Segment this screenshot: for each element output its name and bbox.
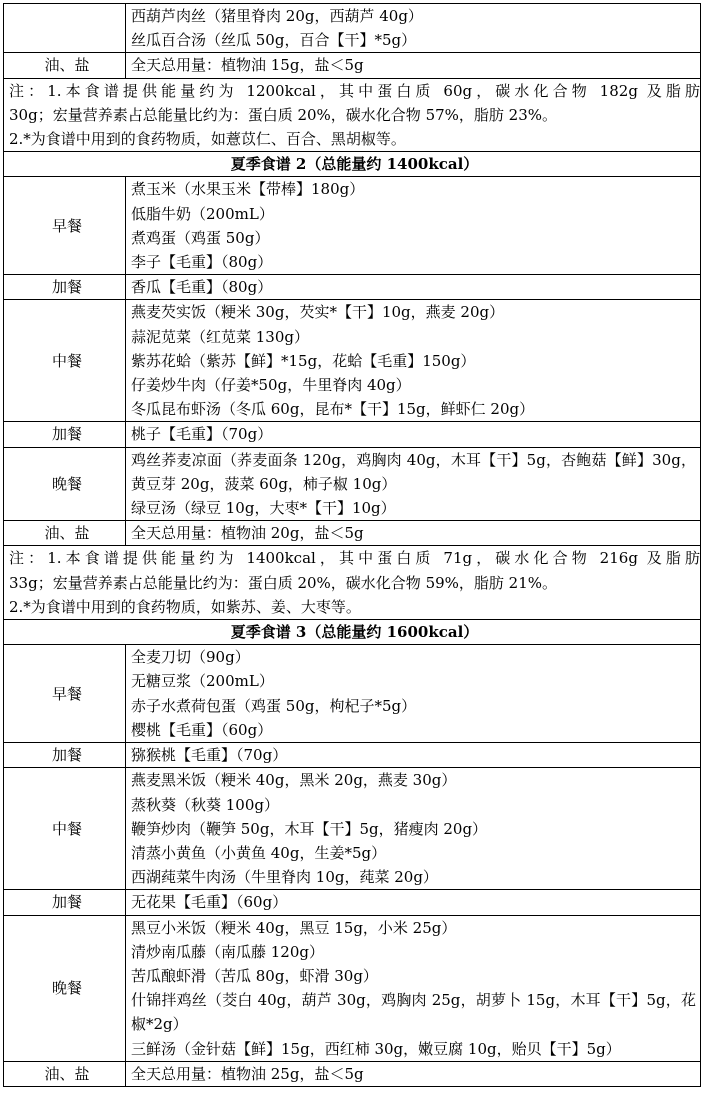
meal-label: 早餐 — [4, 645, 126, 743]
dinner-row — [4, 915, 701, 1061]
dish-item: 鸡丝荞麦凉面（荞麦面条 120g，鸡胸肉 40g，木耳【干】5g，杏鲍菇【鲜】30g，黄豆芽 20g，菠菜 60g，柿子椒 10g） — [131, 450, 696, 493]
dish-item: 樱桃【毛重】（60g） — [131, 720, 273, 739]
menu-title-row — [4, 620, 701, 645]
meal-label: 油、盐 — [4, 521, 126, 546]
dish-item: 鞭笋炒肉（鞭笋 50g，木耳【干】5g，猪瘦肉 20g） — [131, 819, 488, 838]
dish-item: 赤子水煮荷包蛋（鸡蛋 50g，枸杞子*5g） — [131, 696, 417, 715]
dish-item: 全麦刀切（90g） — [131, 648, 250, 667]
note-row — [4, 546, 701, 620]
oil-salt-text: 全天总用量：植物油 20g，盐＜5g — [126, 521, 701, 546]
meal-label-cell — [4, 4, 126, 53]
dish-item: 蒜泥苋菜（红苋菜 130g） — [131, 327, 310, 346]
dish-item: 无糖豆浆（200mL） — [131, 672, 274, 691]
meal-label: 中餐 — [4, 300, 126, 422]
oil-salt-row — [4, 53, 701, 78]
dish-item: 苦瓜酿虾滑（苦瓜 80g，虾滑 30g） — [131, 966, 378, 985]
meal-label: 加餐 — [4, 743, 126, 768]
note-line: 2.*为食谱中用到的食药物质，如薏苡仁、百合、黑胡椒等。 — [9, 130, 406, 149]
meal-plan-table — [3, 3, 701, 1087]
note-line: 注：1.本食谱提供能量约为 1200kcal，其中蛋白质 60g，碳水化合物 182g 及脂肪 — [9, 81, 700, 100]
note-line: 2.*为食谱中用到的食药物质，如紫苏、姜、大枣等。 — [9, 597, 361, 616]
meal-label: 晚餐 — [4, 447, 126, 521]
snack-row — [4, 422, 701, 447]
meal-label: 晚餐 — [4, 915, 126, 1061]
dish-item: 燕麦芡实饭（粳米 30g，芡实*【干】10g，燕麦 20g） — [131, 303, 505, 322]
meal-label: 中餐 — [4, 768, 126, 890]
dish-item: 煮玉米（水果玉米【带棒】180g） — [131, 180, 365, 199]
lunch-row — [4, 300, 701, 422]
meal-label: 加餐 — [4, 890, 126, 915]
breakfast-row — [4, 177, 701, 275]
dish-item: 什锦拌鸡丝（茭白 40g，葫芦 30g，鸡胸肉 25g，胡萝卜 15g，木耳【干】5g，花椒*2g） — [131, 991, 696, 1034]
note-line: 30g；宏量营养素占总能量比约为：蛋白质 20%，碳水化合物 57%，脂肪 23%。 — [9, 105, 558, 124]
dish-list — [126, 300, 701, 422]
dish-item: 无花果【毛重】（60g） — [126, 890, 701, 915]
dish-item: 香瓜【毛重】（80g） — [126, 275, 701, 300]
note-line: 33g；宏量营养素占总能量比约为：蛋白质 20%，碳水化合物 59%，脂肪 21%。 — [9, 573, 558, 592]
dish-item: 桃子【毛重】（70g） — [126, 422, 701, 447]
dish-item: 清炒南瓜藤（南瓜藤 120g） — [131, 942, 325, 961]
dinner-row — [4, 447, 701, 521]
dish-list — [126, 645, 701, 743]
meal-label: 加餐 — [4, 422, 126, 447]
dish-item: 丝瓜百合汤（丝瓜 50g，百合【干】*5g） — [131, 31, 417, 50]
meal-label: 早餐 — [4, 177, 126, 275]
dish-item: 煮鸡蛋（鸡蛋 50g） — [131, 228, 270, 247]
note-cell — [4, 546, 701, 620]
snack-row — [4, 743, 701, 768]
dish-item: 李子【毛重】（80g） — [131, 253, 273, 272]
oil-salt-text: 全天总用量：植物油 25g，盐＜5g — [126, 1061, 701, 1086]
dish-item: 西葫芦肉丝（猪里脊肉 20g，西葫芦 40g） — [131, 7, 423, 25]
note-row — [4, 78, 701, 152]
dish-item: 绿豆汤（绿豆 10g，大枣*【干】10g） — [131, 499, 396, 518]
dish-item: 清蒸小黄鱼（小黄鱼 40g，生姜*5g） — [131, 843, 387, 862]
snack-row — [4, 890, 701, 915]
menu-title: 夏季食谱 3（总能量约 1600kcal） — [4, 620, 701, 645]
menu-title: 夏季食谱 2（总能量约 1400kcal） — [4, 152, 701, 177]
snack-row — [4, 275, 701, 300]
oil-salt-row — [4, 521, 701, 546]
menu-title-row — [4, 152, 701, 177]
dish-item: 猕猴桃【毛重】（70g） — [126, 743, 701, 768]
dish-list — [126, 768, 701, 890]
dish-item: 三鲜汤（金针菇【鲜】15g，西红柿 30g，嫩豆腐 10g，贻贝【干】5g） — [131, 1039, 621, 1058]
dish-item: 西湖莼菜牛肉汤（牛里脊肉 10g，莼菜 20g） — [131, 868, 438, 887]
dish-item: 紫苏花蛤（紫苏【鲜】*15g，花蛤【毛重】150g） — [131, 351, 476, 370]
dish-list — [126, 915, 701, 1061]
note-cell — [4, 78, 701, 152]
note-line: 注：1.本食谱提供能量约为 1400kcal，其中蛋白质 71g，碳水化合物 216g 及脂肪 — [9, 549, 700, 568]
dish-item: 仔姜炒牛肉（仔姜*50g，牛里脊肉 40g） — [131, 376, 411, 395]
meal-label: 加餐 — [4, 275, 126, 300]
oil-salt-text: 全天总用量：植物油 15g，盐＜5g — [126, 53, 701, 78]
dish-item: 蒸秋葵（秋葵 100g） — [131, 795, 280, 814]
lunch-row — [4, 768, 701, 890]
dish-list — [126, 177, 701, 275]
dish-item: 低脂牛奶（200mL） — [131, 204, 274, 223]
dish-item: 燕麦黑米饭（粳米 40g，黑米 20g，燕麦 30g） — [131, 771, 457, 790]
dish-list — [126, 4, 701, 53]
dish-item: 冬瓜昆布虾汤（冬瓜 60g，昆布*【干】15g，鲜虾仁 20g） — [131, 400, 535, 419]
meal-label: 油、盐 — [4, 1061, 126, 1086]
dish-list — [126, 447, 701, 521]
dish-item: 黑豆小米饭（粳米 40g，黑豆 15g，小米 25g） — [131, 918, 457, 937]
oil-salt-row — [4, 1061, 701, 1086]
breakfast-row — [4, 645, 701, 743]
meal-label: 油、盐 — [4, 53, 126, 78]
table-row — [4, 4, 701, 53]
